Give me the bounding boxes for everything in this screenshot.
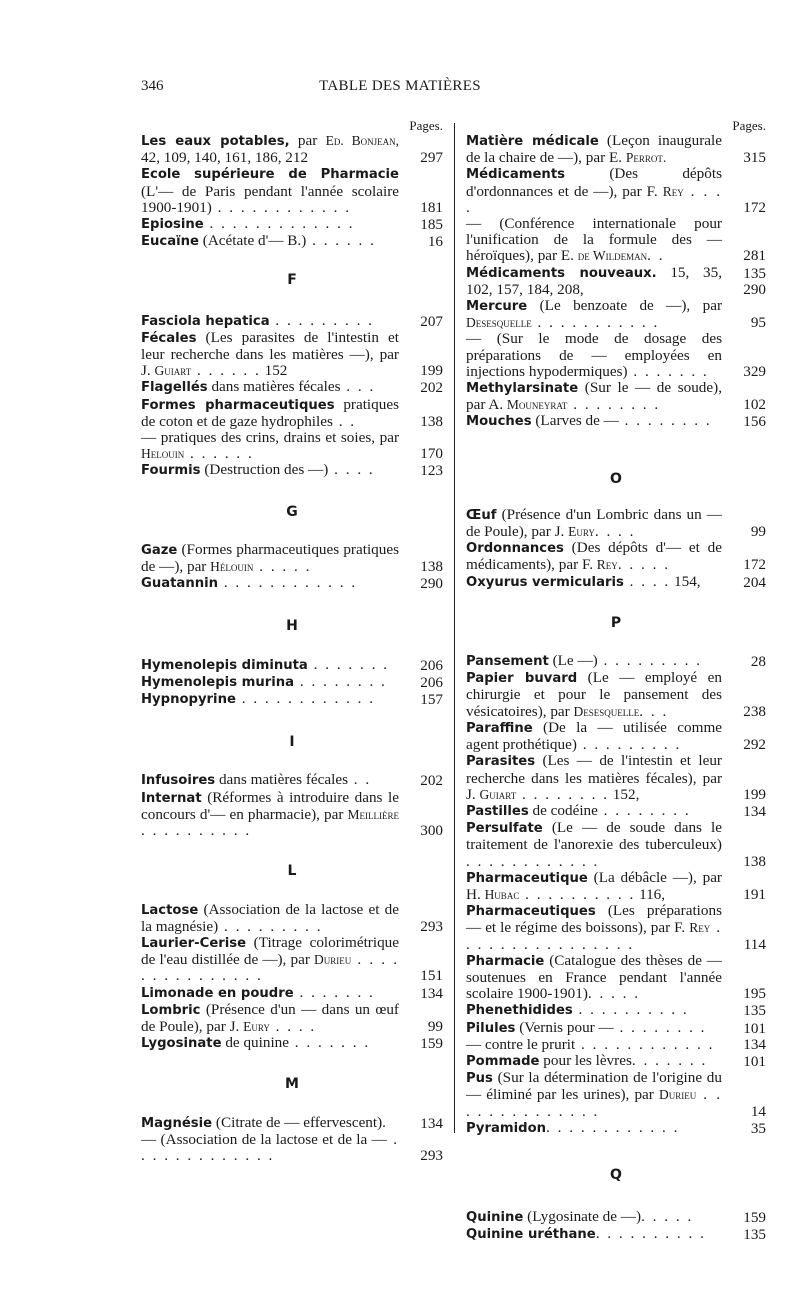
page-ref: 138	[743, 852, 766, 870]
page-ref: 185	[420, 216, 443, 234]
index-entry: Magnésie (Citrate de — effervescent). 134	[141, 1113, 443, 1132]
page-ref: 135	[743, 1226, 766, 1244]
page-ref: 206	[420, 656, 443, 674]
index-entry: Methylarsinate (Sur le — de soude), par A. Mouneyrat . . . . . . . . 102	[466, 379, 766, 414]
index-entry: Médicaments nouveaux. 15, 35, 102, 157, 184, 208, 135 290	[466, 263, 766, 298]
index-entry: Persulfate (Le — de soude dans le traitement de l'anorexie des tuberculeux) . . . . . . . . . . . . 138	[466, 819, 766, 870]
page-ref: 151	[420, 967, 443, 985]
page-ref: 138	[420, 412, 443, 430]
section-letter-q: Q	[610, 1166, 622, 1183]
index-entry: Fourmis (Destruction des —) . . . . 123	[141, 461, 443, 480]
page-ref: 290	[420, 575, 443, 593]
page-ref: 281	[743, 247, 766, 265]
section-letter-i: I	[289, 734, 295, 751]
page-ref: 297	[420, 149, 443, 167]
page-ref: 14	[750, 1102, 766, 1120]
page-ref: 172	[743, 556, 766, 574]
index-entry: Fécales (Les parasites de l'intestin et leur recherche dans les matières —), par J. Guiart . . . . . . 152 199	[141, 328, 443, 380]
index-entry: Hymenolepis diminuta . . . . . . . 206	[141, 655, 443, 674]
index-entry: Flagellés dans matières fécales . . . 202	[141, 378, 443, 397]
index-entry: Limonade en poudre . . . . . . . 134	[141, 983, 443, 1002]
page-ref: 35	[750, 1119, 766, 1137]
section-letter-f: F	[287, 272, 297, 289]
index-entry: Pommade pour les lèvres. . . . . . . 101	[466, 1051, 766, 1070]
section-letter-l: L	[287, 863, 297, 880]
section-letter-h: H	[286, 618, 298, 635]
page-ref: 99	[427, 1017, 443, 1035]
page-ref: 202	[420, 772, 443, 790]
page-ref: 134	[420, 984, 443, 1002]
page-ref: 290	[743, 280, 766, 298]
pages-label: Pages.	[732, 118, 766, 133]
page-ref: 159	[743, 1209, 766, 1227]
page-ref: 16	[427, 233, 443, 251]
column-divider	[454, 123, 455, 1133]
page-ref: 134	[743, 802, 766, 820]
index-entry: — contre le prurit . . . . . . . . . . . . 134	[466, 1035, 766, 1053]
page-ref: 195	[743, 985, 766, 1003]
index-entry: Laurier-Cerise (Titrage colorimétrique de l'eau distillée de —), par Durieu . . . . . . . . . . . . . . . 151	[141, 933, 443, 985]
page-ref: 292	[743, 736, 766, 754]
page-ref: 28	[750, 653, 766, 671]
page-ref: 170	[420, 445, 443, 463]
index-entry: Pastilles de codéine . . . . . . . . 134	[466, 801, 766, 820]
index-entry: Pilules (Vernis pour — . . . . . . . . 101	[466, 1018, 766, 1037]
index-entry: Lactose (Association de la lactose et de la magnésie) . . . . . . . . . 293	[141, 900, 443, 935]
page-ref: 202	[420, 379, 443, 397]
page-ref: 101	[743, 1052, 766, 1070]
page-number: 346	[141, 78, 164, 94]
index-entry: Ordonnances (Des dépôts d'— et de médicaments), par F. Rey. . . . . 172	[466, 539, 766, 574]
page-ref: 101	[743, 1019, 766, 1037]
index-entry: Hypnopyrine . . . . . . . . . . . . 157	[141, 690, 443, 709]
page-ref: 181	[420, 198, 443, 216]
page-ref: 135	[743, 264, 766, 282]
section-letter-m: M	[285, 1076, 299, 1093]
index-entry: Pharmaceutique (La débâcle —), par H. Hubac . . . . . . . . . . 116, 191	[466, 868, 766, 903]
index-entry: Epiosine . . . . . . . . . . . . . 185	[141, 215, 443, 234]
index-entry: Oxyurus vermicularis . . . . 154, 204	[466, 572, 766, 591]
page-ref: 300	[420, 822, 443, 840]
index-entry: Guatannin . . . . . . . . . . . . 290	[141, 574, 443, 593]
page-ref: 123	[420, 462, 443, 480]
index-entry: Mouches (Larves de — . . . . . . . . 156	[466, 412, 766, 431]
page-ref: 156	[743, 413, 766, 431]
index-entry: Infusoires dans matières fécales . . 202	[141, 771, 443, 790]
section-letter-p: P	[610, 614, 622, 631]
page-ref: 293	[420, 1146, 443, 1164]
index-entry: Fasciola hepatica . . . . . . . . . 207	[141, 311, 443, 330]
index-entry: Pus (Sur la détermination de l'origine du — éliminé par les urines), par Durieu . . . . . . . . . . . . . . 14	[466, 1069, 766, 1120]
page-ref: 329	[743, 362, 766, 380]
index-entry: Les eaux potables, par Ed. Bonjean, 42, 109, 140, 161, 186, 212 297	[141, 132, 443, 167]
index-entry: Œuf (Présence d'un Lombric dans un — de Poule), par J. Eury. . . . 99	[466, 505, 766, 541]
index-entry: Gaze (Formes pharmaceutiques pratiques de —), par Hélouin . . . . . 138	[141, 540, 443, 576]
page-ref: 134	[420, 1114, 443, 1132]
index-entry: — (Conférence internationale pour l'unification de la formule des — héroïques), par E. de Wildeman. . 281	[466, 215, 766, 265]
page-ref: 172	[743, 198, 766, 216]
section-letter-o: O	[610, 470, 622, 487]
index-entry: Pyramidon. . . . . . . . . . . . 35	[466, 1118, 766, 1137]
index-entry: Internat (Réformes à introduire dans le concours d'— en pharmacie), par Meillière . . . . . . . . . . 300	[141, 788, 443, 840]
index-entry: Lombric (Présence d'un — dans un œuf de Poule), par J. Eury . . . . 99	[141, 1000, 443, 1035]
index-entry: Papier buvard (Le — employé en chirurgie et pour le pansement des vésicatoires), par Desesquelle. . . 238	[466, 669, 766, 720]
index-entry: Pansement (Le —) . . . . . . . . . 28	[466, 652, 766, 671]
index-entry: Formes pharmaceutiques pratiques de coton et de gaze hydrophiles . . 138	[141, 395, 443, 430]
index-column-left	[141, 118, 443, 1164]
index-entry: — (Association de la lactose et de la — . . . . . . . . . . . . . 293	[141, 1130, 443, 1164]
section-letter-g: G	[286, 503, 298, 520]
page-header	[0, 78, 800, 98]
index-entry: Eucaïne (Acétate d'— B.) . . . . . . 16	[141, 232, 443, 251]
page-ref: 315	[743, 149, 766, 167]
page-ref: 95	[750, 314, 766, 332]
page-ref: 293	[420, 917, 443, 935]
index-entry: Matière médicale (Leçon inaugurale de la chaire de —), par E. Perrot. 315	[466, 132, 766, 167]
index-column-right	[466, 118, 766, 1244]
page-ref: 204	[743, 573, 766, 591]
running-title: TABLE DES MATIÈRES	[319, 78, 481, 94]
index-entry: Ecole supérieure de Pharmacie (L'— de Paris pendant l'année scolaire 1900-1901) . . . . . . . . . . . . 181	[141, 167, 443, 216]
index-entry: Paraffine (De la — utilisée comme agent prothétique) . . . . . . . . . 292	[466, 718, 766, 754]
index-entry: Pharmaceutiques (Les préparations — et le régime des boissons), par F. Rey . . . . . . . . . . . . . . . . 114	[466, 902, 766, 953]
pages-label: Pages.	[409, 118, 443, 133]
page-ref: 238	[743, 702, 766, 720]
index-entry: Quinine (Lygosinate de —). . . . . 159	[466, 1208, 766, 1227]
page-ref: 102	[743, 396, 766, 414]
page-ref: 199	[420, 362, 443, 380]
index-entry: — (Sur le mode de dosage des préparations de — employées en injections hypodermiques) . . . . . . . 329	[466, 330, 766, 380]
page-ref: 206	[420, 673, 443, 691]
page-ref: 134	[743, 1035, 766, 1053]
index-entry: Pharmacie (Catalogue des thèses de — soutenues en France pendant l'année scolaire 1900-1901). . . . . 195	[466, 951, 766, 1003]
page-ref: 99	[750, 523, 766, 541]
index-entry: Médicaments (Des dépôts d'ordonnances et de —), par F. Rey . . . . 172	[466, 165, 766, 216]
index-entry: Parasites (Les — de l'intestin et leur recherche dans les matières fécales), par J. Guiart . . . . . . . . 152, 199	[466, 752, 766, 803]
index-entry: — pratiques des crins, drains et soies, par Helouin . . . . . . 170	[141, 429, 443, 463]
page-ref: 199	[743, 785, 766, 803]
index-entry: Hymenolepis murina . . . . . . . . 206	[141, 672, 443, 691]
page-ref: 159	[420, 1035, 443, 1053]
index-entry: Lygosinate de quinine . . . . . . . 159	[141, 1034, 443, 1053]
index-entry: Quinine uréthane. . . . . . . . . . 135	[466, 1225, 766, 1244]
page-ref: 138	[420, 558, 443, 576]
index-entry: Phenethidides . . . . . . . . . . 135	[466, 1001, 766, 1020]
page-ref: 157	[420, 691, 443, 709]
index-entry: Mercure (Le benzoate de —), par Desesquelle . . . . . . . . . . . 95	[466, 297, 766, 332]
page-ref: 114	[743, 935, 766, 953]
page-ref: 191	[743, 885, 766, 903]
page-ref: 207	[420, 312, 443, 330]
page-ref: 135	[743, 1002, 766, 1020]
